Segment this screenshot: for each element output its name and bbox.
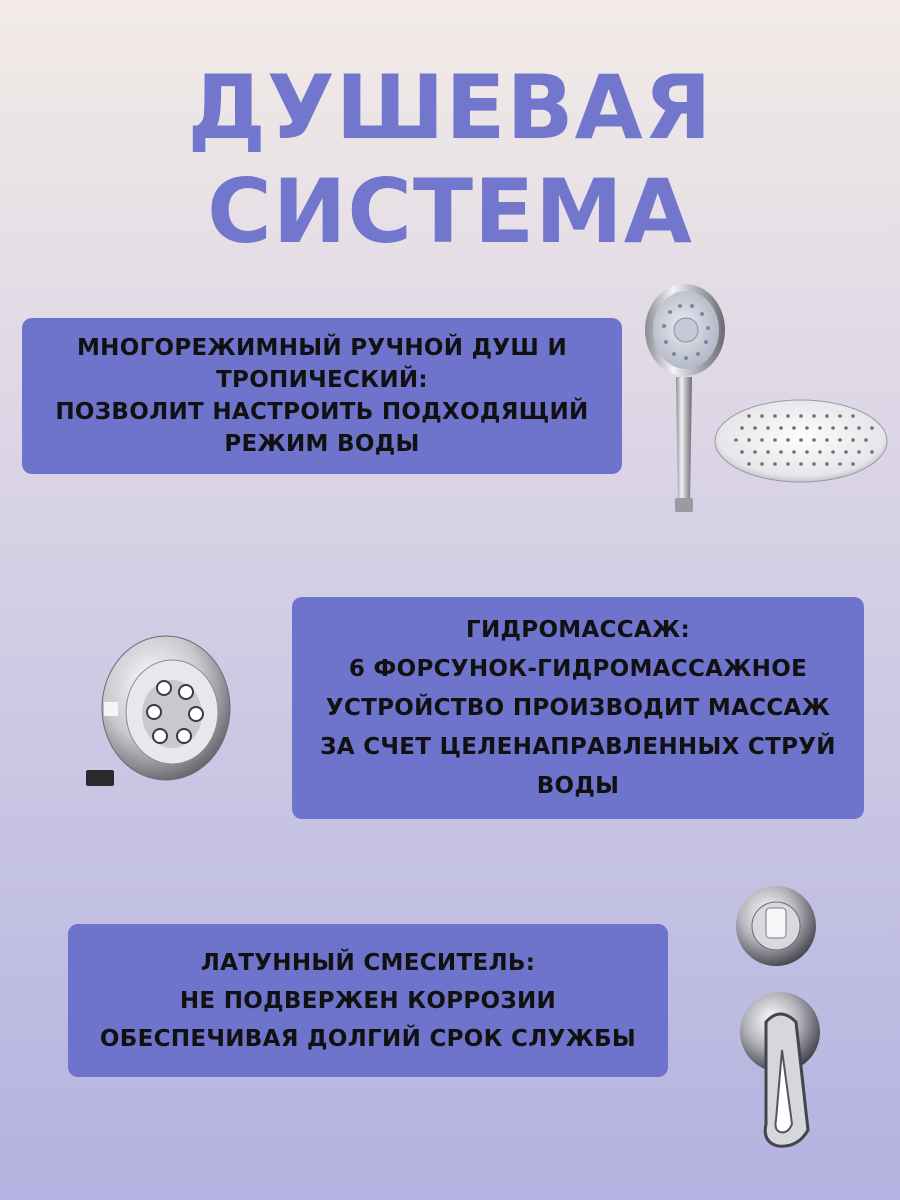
feature-text-line: УСТРОЙСТВО ПРОИЗВОДИТ МАССАЖ [325, 694, 831, 721]
feature-text-line: 6 ФОРСУНОК-ГИДРОМАССАЖНОЕ [348, 655, 808, 682]
feature-text-line: ГИДРОМАССАЖ: [466, 616, 690, 643]
feature-text-line: ВОДЫ [536, 772, 620, 799]
feature-card-mixer [68, 924, 668, 1077]
feature-text-line: ОБЕСПЕЧИВАЯ ДОЛГИЙ СРОК СЛУЖБЫ [99, 1025, 637, 1052]
feature-card-shower [22, 318, 622, 474]
feature-text-line: НЕ ПОДВЕРЖЕН КОРРОЗИИ [179, 987, 557, 1014]
feature-text-line: МНОГОРЕЖИМНЫЙ РУЧНОЙ ДУШ И [76, 335, 567, 361]
rain-shower-icon [712, 398, 890, 484]
feature-card-hydromassage [292, 597, 864, 819]
mixer-lever-icon [732, 992, 828, 1152]
feature-text-line: ТРОПИЧЕСКИЙ: [216, 367, 428, 393]
feature-text-line: ЗА СЧЕТ ЦЕЛЕНАПРАВЛЕННЫХ СТРУЙ [320, 733, 836, 760]
page-title-line1: ДУШЕВАЯ [187, 56, 713, 159]
page-title-line2: СИСТЕМА [207, 160, 693, 263]
mixer-knob-icon [734, 884, 818, 968]
hydromassage-jet-icon [84, 632, 234, 788]
feature-text-line: РЕЖИМ ВОДЫ [224, 431, 420, 457]
feature-text-line: ПОЗВОЛИТ НАСТРОИТЬ ПОДХОДЯЩИЙ [55, 399, 589, 425]
feature-text-line: ЛАТУННЫЙ СМЕСИТЕЛЬ: [200, 949, 536, 976]
